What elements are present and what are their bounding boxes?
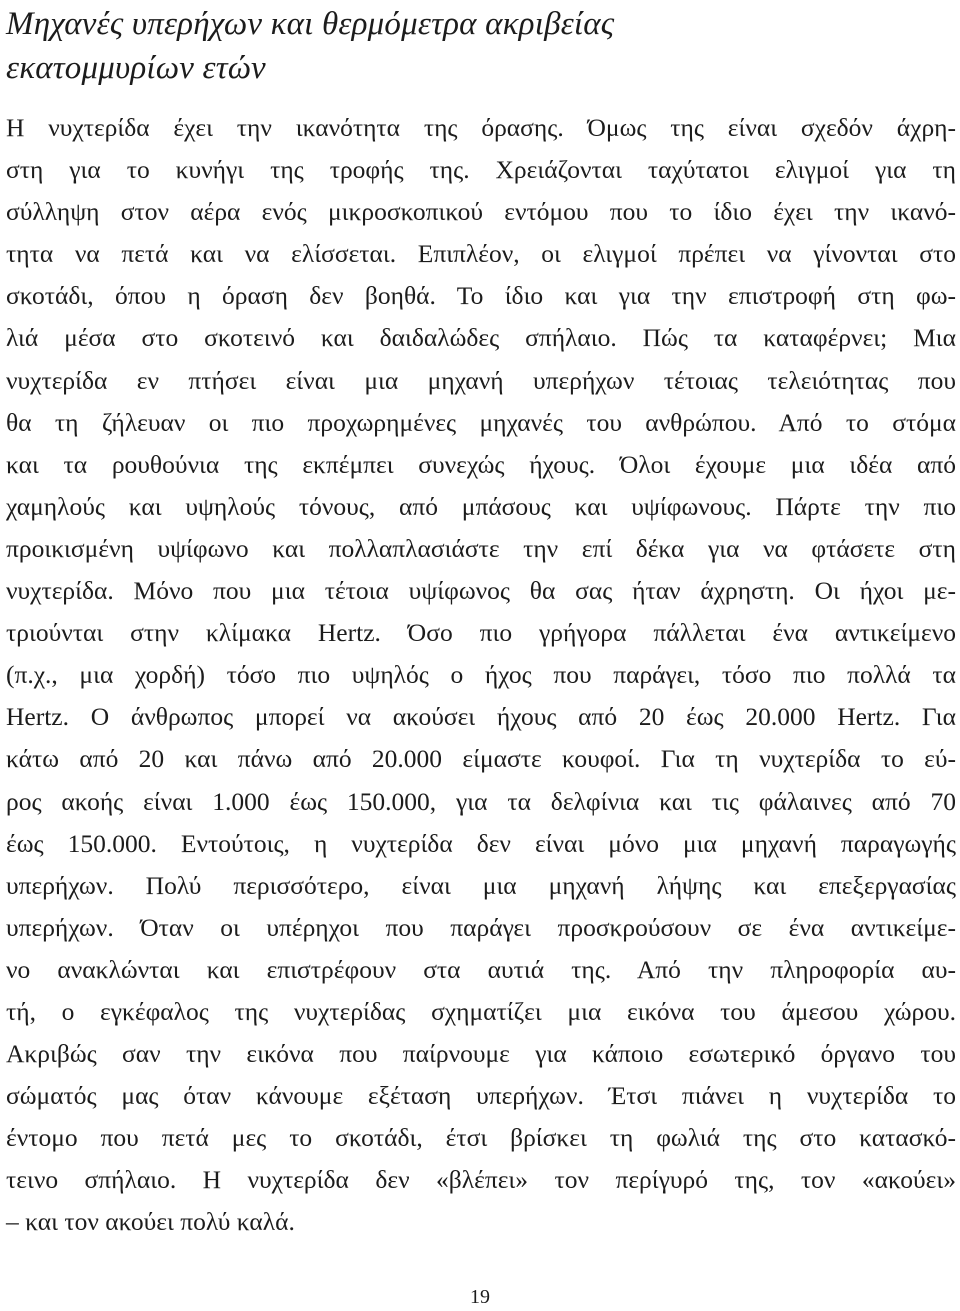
text-line: νυχτερίδα εν πτήσει είναι μια μηχανή υπερήχων τέτοιας τελειότητας που xyxy=(6,365,956,395)
text-line: υπερήχων. Όταν οι υπέρηχοι που παράγει προσκρούσουν σε ένα αντικείμε- xyxy=(6,912,956,942)
text-line: τή, ο εγκέφαλος της νυχτερίδας σχηματίζει μια εικόνα του άμεσου χώρου. xyxy=(6,996,956,1026)
text-line: – και τον ακούει πολύ καλά. xyxy=(6,1207,295,1237)
text-line: λιά μέσα στο σκοτεινό και δαιδαλώδες σπήλαιο. Πώς τα καταφέρνει; Μια xyxy=(6,323,956,353)
text-line: Η νυχτερίδα έχει την ικανότητα της όρασης. Όμως της είναι σχεδόν άχρη- xyxy=(6,113,956,142)
text-line: τητα να πετά και να ελίσσεται. Επιπλέον, οι ελιγμοί πρέπει να γίνονται στο xyxy=(6,239,956,269)
text-line: προικισμένη υψίφωνο και πολλαπλασιάστε την επί δέκα για να φτάσετε στη xyxy=(6,533,956,563)
text-line: (π.χ., μια χορδή) τόσο πιο υψηλός ο ήχος που παράγει, τόσο πιο πολλά τα xyxy=(6,660,956,690)
text-line: νυχτερίδα. Μόνο που μια τέτοια υψίφωνος θα σας ήταν άχρηστη. Οι ήχοι με- xyxy=(6,576,956,606)
page-number: 19 xyxy=(470,1286,490,1308)
text-line: σύλληψη στον αέρα ενός μικροσκοπικού εντόμου που το ίδιο έχει την ικανό- xyxy=(6,197,956,227)
text-line: σκοτάδι, όπου η όραση δεν βοηθά. Το ίδιο και για την επιστροφή στη φω- xyxy=(6,281,956,311)
text-line: και τα ρουθούνια της εκπέμπει συνεχώς ήχους. Όλοι έχουμε μια ιδέα από xyxy=(6,449,956,479)
text-line: χαμηλούς και υψηλούς τόνους, από μπάσους και υψίφωνους. Πάρτε την πιο xyxy=(6,491,956,521)
chapter-title-line: εκατομμυρίων ετών xyxy=(6,50,266,86)
text-line: υπερήχων. Πολύ περισσότερο, είναι μια μηχανή λήψης και επεξεργασίας xyxy=(6,870,956,900)
text-line: Ακριβώς σαν την εικόνα που παίρνουμε για κάποιο εσωτερικό όργανο του xyxy=(6,1039,956,1069)
chapter-title-line: Μηχανές υπερήχων και θερμόμετρα ακριβείας xyxy=(6,6,615,42)
text-line: τεινο σπήλαιο. Η νυχτερίδα δεν «βλέπει» τον περίγυρό της, τον «ακούει» xyxy=(6,1165,956,1195)
text-line: σώματός μας όταν κάνουμε εξέταση υπερήχων. Έτσι πιάνει η νυχτερίδα το xyxy=(6,1081,956,1111)
chapter-title xyxy=(6,2,906,90)
body-paragraph xyxy=(6,107,956,1244)
text-line: στη για το κυνήγι της τροφής της. Χρειάζονται ταχύτατοι ελιγμοί για τη xyxy=(6,155,956,185)
text-line: Hertz. Ο άνθρωπος μπορεί να ακούσει ήχους από 20 έως 20.000 Hertz. Για xyxy=(6,702,956,732)
text-line: θα τη ζήλευαν οι πιο προχωρημένες μηχανές του ανθρώπου. Από το στόμα xyxy=(6,407,956,437)
text-line: έντομο που πετά μες το σκοτάδι, έτσι βρίσκει τη φωλιά της στο κατασκό- xyxy=(6,1123,956,1153)
text-line: έως 150.000. Εντούτοις, η νυχτερίδα δεν είναι μόνο μια μηχανή παραγωγής xyxy=(6,828,956,858)
text-line: κάτω από 20 και πάνω από 20.000 είμαστε κουφοί. Για τη νυχτερίδα το εύ- xyxy=(6,744,956,774)
text-line: νο ανακλώνται και επιστρέφουν στα αυτιά της. Από την πληροφορία αυ- xyxy=(6,954,956,984)
text-line: τριούνται στην κλίμακα Hertz. Όσο πιο γρήγορα πάλλεται ένα αντικείμενο xyxy=(6,618,956,648)
text-line: ρος ακοής είναι 1.000 έως 150.000, για τα δελφίνια και τις φάλαινες από 70 xyxy=(6,786,956,816)
